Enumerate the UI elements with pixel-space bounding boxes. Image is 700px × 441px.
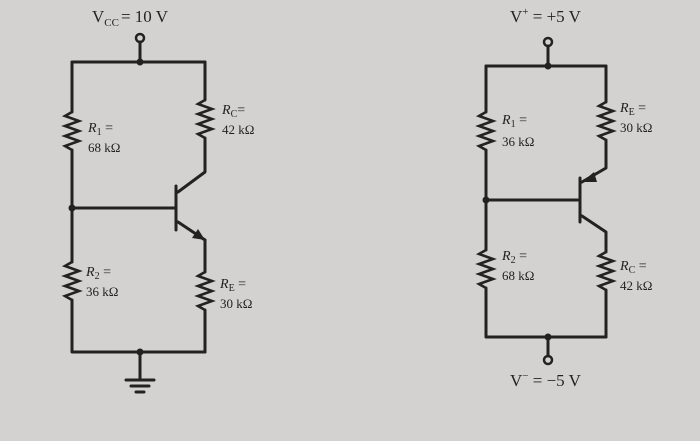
left-r1-label: $R_1$ =: [88, 121, 113, 138]
left-supply-label: $V_{CC} = 10$ V: [92, 7, 169, 29]
left-re-resistor: [198, 272, 212, 310]
left-circuit: [65, 7, 254, 392]
ground-icon: [126, 380, 154, 392]
right-r2-resistor: [479, 250, 493, 288]
left-r2-label: $R_2$ =: [86, 265, 111, 282]
right-vminus-label: V− = −5 V: [510, 370, 581, 390]
right-r1-value: 36 kΩ: [502, 134, 535, 149]
right-bottom-rail: [486, 288, 606, 337]
right-r1-resistor: [479, 112, 493, 150]
left-re-label: $R_E$ =: [220, 277, 247, 294]
left-rc-label: $R_C=$: [222, 103, 246, 120]
left-bottom-rail: [72, 300, 205, 352]
left-r1-resistor: [65, 112, 79, 150]
right-rc-label: $R_C$ =: [620, 259, 647, 276]
right-re-resistor: [599, 102, 613, 140]
right-re-value: 30 kΩ: [620, 120, 653, 135]
left-r2-resistor: [65, 262, 79, 300]
right-r2-value: 68 kΩ: [502, 268, 535, 283]
right-rc-resistor: [599, 252, 613, 290]
left-re-value: 30 kΩ: [220, 296, 253, 311]
right-vminus-terminal: [544, 356, 552, 364]
right-circuit: [479, 6, 652, 390]
right-collector-wire: [582, 216, 606, 252]
right-rc-value: 42 kΩ: [620, 278, 653, 293]
right-vplus-label: V+ = +5 V: [510, 6, 581, 26]
left-rc-resistor: [198, 100, 212, 138]
left-emitter-arrow: [192, 229, 205, 240]
right-re-label: $R_E$ =: [620, 101, 647, 118]
right-r2-label: $R_2$ =: [502, 249, 527, 266]
left-r2-value: 36 kΩ: [86, 284, 119, 299]
left-r1-value: 68 kΩ: [88, 140, 121, 155]
left-collector-wire: [178, 138, 205, 192]
left-rc-value: 42 kΩ: [222, 122, 255, 137]
right-r1-label: $R_1$ =: [502, 113, 527, 130]
